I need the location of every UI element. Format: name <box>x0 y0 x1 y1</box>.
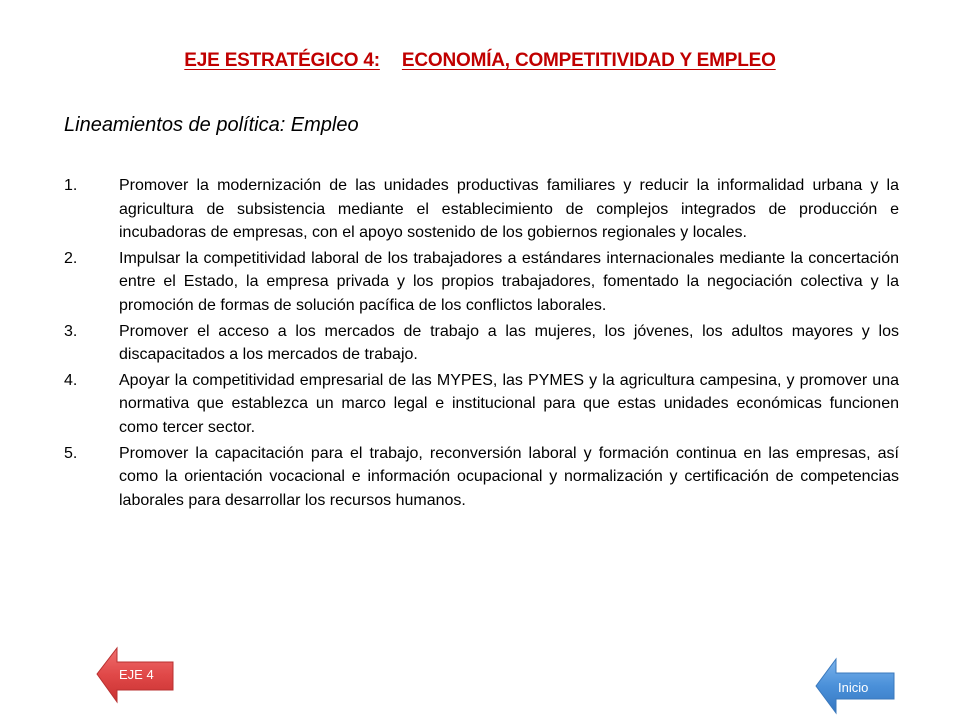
home-button-label: Inicio <box>838 679 869 695</box>
list-item <box>64 442 899 513</box>
list-item-number: 5. <box>64 444 78 462</box>
slide-title <box>0 50 960 72</box>
list-item-number: 3. <box>64 322 78 340</box>
list-item-text: Impulsar la competitividad laboral de los trabajadores a estándares internacionales mediante la concertación entre el Estado, la empresa privada y los propios trabajadores, fomentado la negociación colectiva y la promoción de formas de solución pacífica de los conflictos laborales. <box>119 249 899 314</box>
list-item-number: 2. <box>64 249 78 267</box>
section-subtitle: Lineamientos de política: Empleo <box>64 114 359 136</box>
list-item-text: Promover la modernización de las unidades productivas familiares y reducir la informalidad urbana y la agricultura de subsistencia mediante el establecimiento de complejos integrados de producción e incubadoras de empresas, con el apoyo sostenido de los gobiernos regionales y locales. <box>119 177 899 242</box>
list-item-number: 4. <box>64 371 78 389</box>
back-button-label: EJE 4 <box>119 667 154 682</box>
back-eje4-button[interactable] <box>95 646 175 706</box>
list-item <box>64 247 899 318</box>
list-item-number: 1. <box>64 177 78 194</box>
home-button[interactable] <box>814 657 896 717</box>
list-item-text: Promover la capacitación para el trabajo, reconversión laboral y formación continua en las empresas, así como la orientación vocacional e información ocupacional y normalización y certificación de competencias laborales para desarrollar los recursos humanos. <box>119 444 899 509</box>
list-item-text: Apoyar la competitividad empresarial de las MYPES, las PYMES y la agricultura campesina, y promover una normativa que establezca un marco legal e institucional para que estas unidades económicas funcionen como tercer sector. <box>119 371 899 436</box>
list-item <box>64 174 899 245</box>
list-item <box>64 320 899 367</box>
slide-title-axis: EJE ESTRATÉGICO 4: <box>184 50 380 71</box>
list-item <box>64 369 899 440</box>
slide-title-topic: ECONOMÍA, COMPETITIVIDAD Y EMPLEO <box>401 50 776 71</box>
list-item-text: Promover el acceso a los mercados de trabajo a las mujeres, los jóvenes, los adultos mayores y los discapacitados a los mercados de trabajo. <box>119 322 899 364</box>
policy-list <box>64 174 899 514</box>
